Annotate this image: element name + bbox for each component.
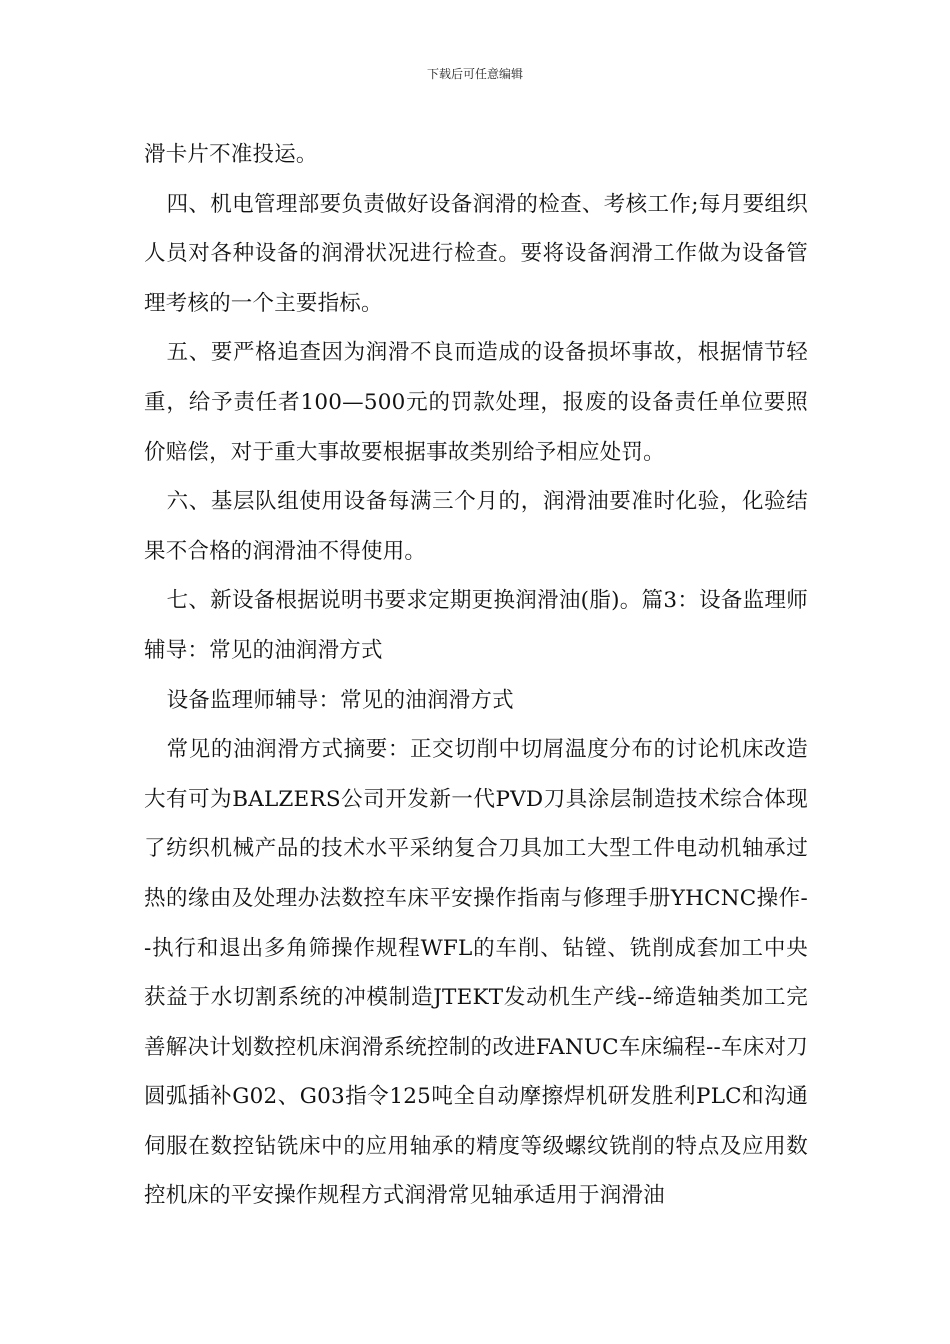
section-title: 设备监理师辅导：常见的油润滑方式 bbox=[166, 687, 514, 713]
paragraph-item-5: 五、要严格追查因为润滑不良而造成的设备损坏事故，根据情节轻重，给予责任者100—500元的罚款处理，报废的设备责任单位要照价赔偿，对于重大事故要根据事故类别给予相应处罚。 bbox=[144, 340, 808, 465]
paragraph-item-6: 六、基层队组使用设备每满三个月的，润滑油要准时化验，化验结果不合格的润滑油不得使用。 bbox=[144, 489, 808, 564]
paragraph-continuation: 滑卡片不准投运。 bbox=[144, 142, 318, 167]
page-header: 下载后可任意编辑 bbox=[426, 67, 523, 81]
paragraph-item-7: 七、新设备根据说明书要求定期更换润滑油(脂)。篇3：设备监理师辅导：常见的油润滑方式 bbox=[144, 588, 808, 663]
paragraph-item-4: 四、机电管理部要负责做好设备润滑的检查、考核工作;每月要组织人员对各种设备的润滑状况进行检查。要将设备润滑工作做为设备管理考核的一个主要指标。 bbox=[144, 191, 808, 316]
paragraph-summary: 常见的油润滑方式摘要：正交切削中切屑温度分布的讨论机床改造大有可为BALZERS公司开发新一代PVD刀具涂层制造技术综合体现了纺织机械产品的技术水平采纳复合刀具加工大型工件电动机轴承过热的缘由及处理办法数控车床平安操作指南与修理手册YHCNC操作--执行和退出多角筛操作规程WFL的车削、钻镗、铣削成套加工中央获益于水切割系统的冲模制造JTEKT发动机生产线--缔造轴类加工完善解决计划数控机床润滑系统控制的改进FANUC车床编程--车床对刀圆弧插补G02、G03指令125吨全自动摩擦焊机研发胜利PLC和沟通伺服在数控钻铣床中的应用轴承的精度等级螺纹铣削的特点及应用数控机床的平安操作规程方式润滑常见轴承适用于润滑油 bbox=[144, 737, 808, 1209]
document-body bbox=[144, 130, 808, 1221]
